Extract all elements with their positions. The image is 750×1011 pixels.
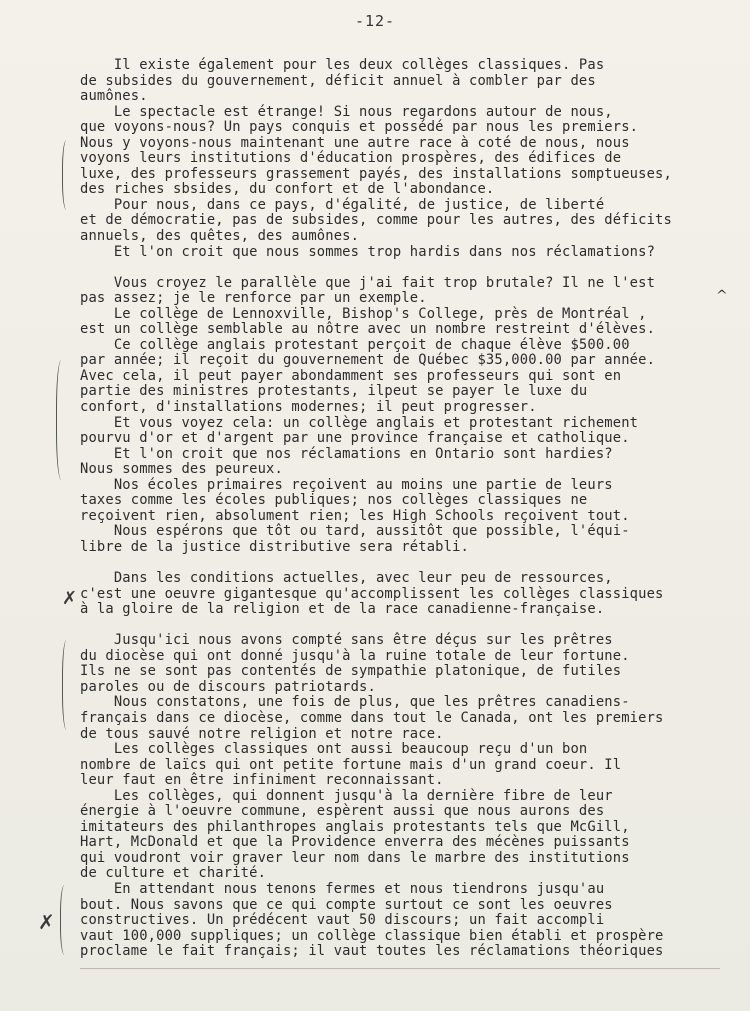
text-line: Pour nous, dans ce pays, d'égalité, de justice, de liberté xyxy=(80,196,605,213)
text-line: Et l'on croit que nous sommes trop hardis dans nos réclamations? xyxy=(80,243,656,260)
text-line: constructives. Un prédécent vaut 50 discours; un fait accompli xyxy=(80,912,605,929)
text-line: Nous espérons que tôt ou tard, aussitôt que possible, l'équi- xyxy=(80,523,630,540)
text-line: Le spectacle est étrange! Si nous regardons autour de nous, xyxy=(80,103,613,120)
text-line: Nous y voyons-nous maintenant une autre race à coté de nous, nous xyxy=(80,134,630,151)
text-line: c'est une oeuvre gigantesque qu'accomplissent les collèges classiques xyxy=(80,585,664,602)
text-line: vaut 100,000 suppliques; un collège classique bien établi et prospère xyxy=(80,927,664,944)
text-line: du diocèse qui ont donné jusqu'à la ruine totale de leur fortune. xyxy=(80,647,630,664)
text-line: pas assez; je le renforce par un exemple. xyxy=(80,290,427,307)
text-line: à la gloire de la religion et de la race canadienne-française. xyxy=(80,601,605,618)
margin-cross-mark: ✗ xyxy=(62,588,78,609)
text-line: Dans les conditions actuelles, avec leur peu de ressources, xyxy=(80,570,613,587)
margin-bracket-mark xyxy=(62,140,73,210)
text-line: Ils ne se sont pas contentés de sympathie platonique, de futiles xyxy=(80,663,622,680)
text-line: par année; il reçoit du gouvernement de Québec $35,000.00 par année. xyxy=(80,352,656,369)
text-line: libre de la justice distributive sera rétabli. xyxy=(80,538,469,555)
text-line: annuels, des quêtes, des aumônes. xyxy=(80,228,360,245)
text-line: proclame le fait français; il vaut toutes les réclamations théoriques xyxy=(80,943,664,960)
margin-bracket-mark xyxy=(60,885,71,955)
text-line: pourvu d'or et d'argent par une province française et catholique. xyxy=(80,430,630,447)
text-line: nombre de laïcs qui ont petite fortune mais d'un grand coeur. Il xyxy=(80,756,622,773)
text-line: imitateurs des philanthropes anglais protestants tels que McGill, xyxy=(80,818,630,835)
text-line: Le collège de Lennoxville, Bishop's College, près de Montréal , xyxy=(80,305,647,322)
text-line: voyons leurs institutions d'éducation prospères, des édifices de xyxy=(80,150,622,167)
text-line: paroles ou de discours patriotards. xyxy=(80,678,376,695)
text-line: Et vous voyez cela: un collège anglais et protestant richement xyxy=(80,414,639,431)
text-line: Nous sommes des peureux. xyxy=(80,461,283,478)
text-line: taxes comme les écoles publiques; nos collèges classiques ne xyxy=(80,492,588,509)
page-number: -12- xyxy=(354,12,396,30)
text-line: que voyons-nous? Un pays conquis et possédé par nous les premiers. xyxy=(80,119,639,136)
text-line: reçoivent rien, absolument rien; les High Schools reçoivent tout. xyxy=(80,507,630,524)
text-line: partie des ministres protestants, ilpeut se payer le luxe du xyxy=(80,383,588,400)
text-line xyxy=(80,260,735,276)
text-line: Avec cela, il peut payer abondamment ses professeurs qui sont en xyxy=(80,367,622,384)
text-line: luxe, des professeurs grassement payés, des installations somptueuses, xyxy=(80,165,672,182)
margin-caret-mark: ^ xyxy=(716,288,728,304)
text-line: français dans ce diocèse, comme dans tout le Canada, ont les premiers xyxy=(80,709,664,726)
text-line: Et l'on croit que nos réclamations en Ontario sont hardies? xyxy=(80,445,613,462)
margin-bracket-mark xyxy=(56,360,69,480)
text-line: bout. Nous savons que ce qui compte surtout ce sont les oeuvres xyxy=(80,896,613,913)
text-line: Ce collège anglais protestant perçoit de chaque élève $500.00 xyxy=(80,336,630,353)
text-line: Les collèges, qui donnent jusqu'à la dernière fibre de leur xyxy=(80,787,613,804)
text-line: leur faut en être infiniment reconnaissant. xyxy=(80,772,444,789)
margin-cross-mark: ✗ xyxy=(38,910,55,934)
text-line: de subsides du gouvernement, déficit annuel à combler par des xyxy=(80,72,596,89)
text-line: de culture et charité. xyxy=(80,865,267,882)
text-line xyxy=(80,556,735,572)
text-line: Les collèges classiques ont aussi beaucoup reçu d'un bon xyxy=(80,741,588,758)
text-line: aumônes. xyxy=(80,88,148,105)
bottom-rule xyxy=(80,968,720,969)
text-line: Nos écoles primaires reçoivent au moins une partie de leurs xyxy=(80,476,613,493)
text-line xyxy=(80,618,735,634)
text-line: Il existe également pour les deux collèges classiques. Pas xyxy=(80,57,605,73)
text-line: Vous croyez le parallèle que j'ai fait trop brutale? Il ne l'est xyxy=(80,274,656,291)
text-line: est un collège semblable au nôtre avec un nombre restreint d'élèves. xyxy=(80,321,656,338)
text-line: énergie à l'oeuvre commune, espèrent aussi que nous aurons des xyxy=(80,803,605,820)
text-line: de tous sauvé notre religion et notre race. xyxy=(80,725,444,742)
text-line: confort, d'installations modernes; il peut progresser. xyxy=(80,399,537,416)
text-line: En attendant nous tenons fermes et nous tiendrons jusqu'au xyxy=(80,880,605,897)
margin-bracket-mark xyxy=(62,640,73,730)
text-line: Hart, McDonald et que la Providence enverra des mécènes puissants xyxy=(80,834,630,851)
typed-body-text xyxy=(80,58,735,960)
text-line: qui voudront voir graver leur nom dans le marbre des institutions xyxy=(80,849,630,866)
text-line: Nous constatons, une fois de plus, que les prêtres canadiens- xyxy=(80,694,630,711)
text-line: et de démocratie, pas de subsides, comme pour les autres, des déficits xyxy=(80,212,672,229)
text-line: des riches sbsides, du confort et de l'abondance. xyxy=(80,181,495,198)
text-line: Jusqu'ici nous avons compté sans être déçus sur les prêtres xyxy=(80,632,613,649)
